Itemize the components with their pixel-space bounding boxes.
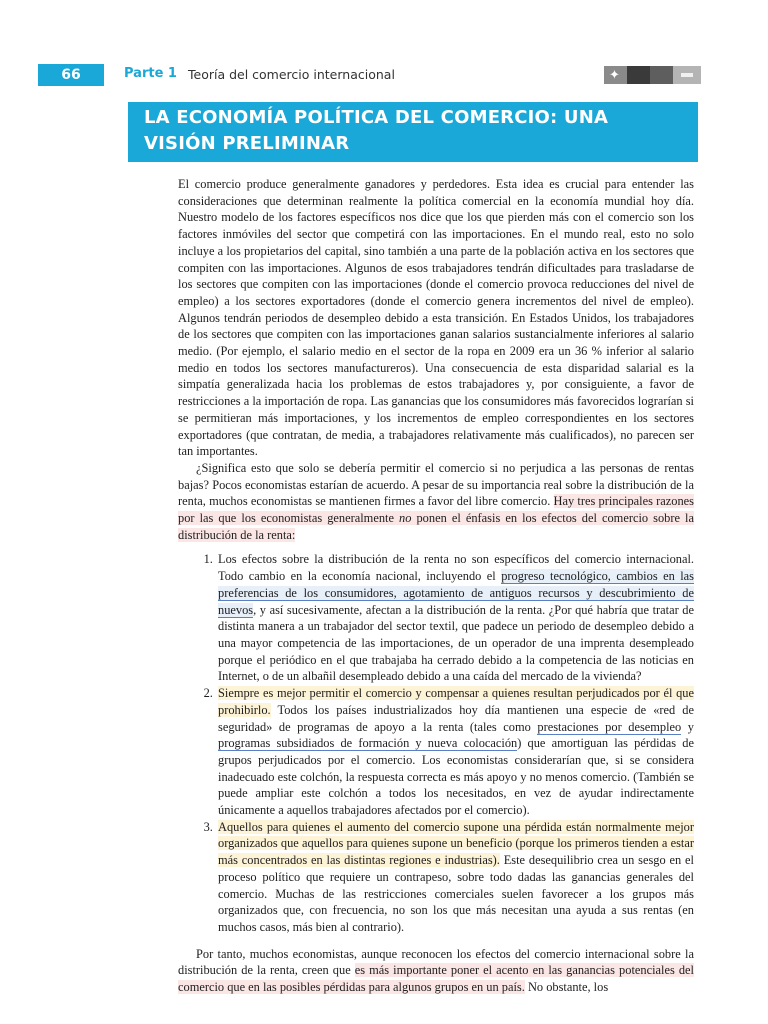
- emphasis-no: no: [399, 511, 412, 526]
- highlight-pink: Hay tres principales razones por las que los economistas generalmente no ponen el énfasis en los efectos del comercio sobre la distribución de la renta:: [178, 494, 694, 542]
- body-text: [178, 176, 694, 996]
- paragraph: Por tanto, muchos economistas, aunque reconocen los efectos del comercio internacional sobre la distribución de la renta, creen que es más importante poner el acento en las ganancias potenciales del comercio que en las posibles pérdidas para algunos grupos en un país. No obstante, los: [178, 946, 694, 995]
- flag-icon: [650, 66, 673, 84]
- running-header: [0, 62, 768, 90]
- highlight-blue: progreso tecnológico, cambios en las preferencias de los consumidores, agotamiento de antiguos recursos y descubrimiento de nuevos: [218, 569, 694, 617]
- link-unemployment-benefits[interactable]: prestaciones por desempleo: [537, 719, 682, 734]
- flag-icon: [673, 66, 701, 84]
- reasons-list: [178, 551, 694, 935]
- flag-strip-icon: [604, 66, 701, 84]
- part-title: Teoría del comercio internacional: [188, 67, 395, 82]
- page-number: 66: [38, 64, 104, 86]
- link-training-programs[interactable]: programas subsidiados de formación y nueva colocación: [218, 736, 518, 751]
- list-item: 3. Aquellos para quienes el aumento del comercio supone una pérdida están normalmente mejor organizados que aquellos para quienes supone un beneficio (porque los primeros tienden a estar más concentrados en las distintas regiones e industrias). Este desequilibrio crea un sesgo en el proceso político que requiere un contrapeso, sobre todo dadas las ganancias generales del comercio. Muchas de las restricciones comerciales suelen favorecer a los grupos más organizados que, con frecuencia, no son los que más necesitan una ayuda a sus rentas (en muchos casos, más bien al contrario).: [216, 819, 694, 936]
- list-item: 1. Los efectos sobre la distribución de la renta no son específicos del comercio internacional. Todo cambio en la economía nacional, incluyendo el progreso tecnológico, cambios en las preferencias de los consumidores, agotamiento de antiguos recursos y descubrimiento de nuevos, y así sucesivamente, afectan a la distribución de la renta. ¿Por qué habría que tratar de distinta manera a un trabajador del sector textil, que padece un periodo de desempleo debido a una mayor competencia de las importaciones, de un operador de una imprenta desempleado porque el periódico en el que trabajaba ha cerrado debido a la competencia de las noticias en Internet, o de un albañil desempleado debido a una caída del mercado de la vivienda?: [216, 551, 694, 685]
- highlight-yellow: Aquellos para quienes el aumento del comercio supone una pérdida están normalmente mejor organizados que aquellos para quienes supone un beneficio (porque los primeros tienden a estar más concentrados en las distintas regiones e industrias).: [218, 819, 694, 868]
- paragraph: [178, 176, 694, 460]
- flag-icon: [627, 66, 650, 84]
- paragraph-text: El comercio produce generalmente ganadores y perdedores. Esta idea es crucial para entender las consideraciones que determinan realmente la política comercial en la economía mundial hoy día. Nuestro modelo de los factores específicos nos dice que los que pierden más con el comercio son los factores inmóviles del sector que competirá con las importaciones. En el mundo real, esto no solo incluye a los propietarios del capital, sino también a una parte de la población activa en los sectores que compiten con las importaciones. Algunos de esos trabajadores tendrán dificultades para trasladarse de los sectores que compiten con las importaciones (donde el comercio provoca reducciones del nivel de empleo) a los sectores exportadores (donde el comercio genera incrementos del nivel de empleo). Algunos tendrán periodos de desempleo debido a esta transición. En Estados Unidos, los trabajadores de los sectores que compiten con las importaciones ganan salarios sustancialmente inferiores al salario medio. (Por ejemplo, el salario medio en el sector de la ropa en 2009 era un 36 % inferior al salario medio en todos los sectores manufactureros). Una consecuencia de esta disparidad salarial es la simpatía generalizada hacia los problemas de estos trabajadores y, por consiguiente, a favor de restricciones a la importación de ropa. Las ganancias que los consumidores más favorecidos lograrían si se permitieran más importaciones, y los incrementos de empleo correspondientes en los sectores exportadores (que contratan, de media, a trabajadores relativamente más cualificados), no parecen ser tan importantes.: [178, 177, 694, 459]
- highlight-pink: es más importante poner el acento en las ganancias potenciales del comercio que en las posibles pérdidas para algunos grupos en un país.: [178, 963, 694, 995]
- canada-flag-icon: [604, 66, 627, 84]
- part-label: Parte 1: [124, 66, 177, 81]
- list-item: 2. Siempre es mejor permitir el comercio y compensar a quienes resultan perjudicados por él que prohibirlo. Todos los países industrializados hoy día mantienen una especie de «red de seguridad» de programas de apoyo a la renta (tales como prestaciones por desempleo y programas subsidiados de formación y nueva colocación) que amortiguan las pérdidas de grupos perjudicados por el comercio. Los economistas considerarían que, si se considera inadecuado este colchón, la respuesta correcta es más apoyo y no menos comercio. (También se puede ampliar este colchón a todos los necesitados, en vez de ayudar indirectamente únicamente a aquellos trabajadores afectados por el comercio).: [216, 685, 694, 819]
- section-title: LA ECONOMÍA POLÍTICA DEL COMERCIO: UNA VISIÓN PRELIMINAR: [128, 102, 698, 162]
- highlight-yellow: Siempre es mejor permitir el comercio y compensar a quienes resultan perjudicados por él que prohibirlo.: [218, 686, 694, 717]
- paragraph: ¿Significa esto que solo se debería permitir el comercio si no perjudica a las personas de rentas bajas? Pocos economistas estarían de acuerdo. A pesar de su importancia real sobre la distribución de la renta, muchos economistas se mantienen firmes a favor del libre comercio. Hay tres principales razones por las que los economistas generalmente no ponen el énfasis en los efectos del comercio sobre la distribución de la renta:: [178, 460, 694, 542]
